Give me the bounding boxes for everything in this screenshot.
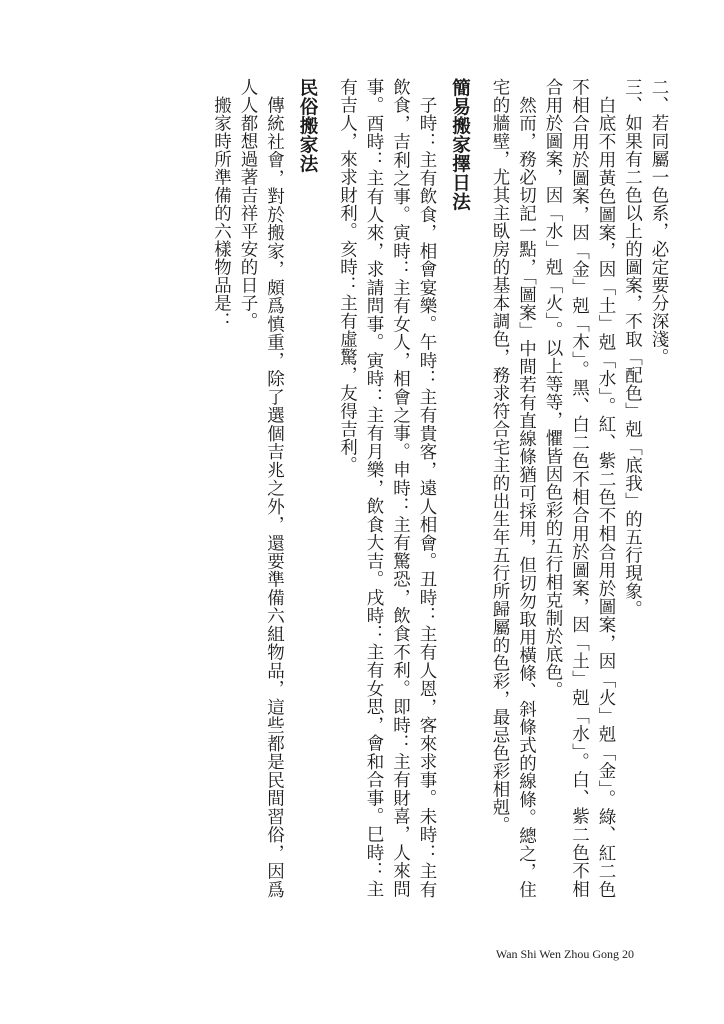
spacer xyxy=(473,78,487,898)
section-heading-moving-date: 簡易搬家擇日法 xyxy=(449,78,471,211)
list-item-three: 三、如果有二色以上的圖案，不取「配色」剋「底我」的五行現象。 xyxy=(622,78,643,618)
color-rules-paragraph: 白底不用黃色圖案，因「土」剋「水」。紅、紫二色不相合用於圖案，因「火」剋「金」。綠、紅二色不相合用於圖案，因「金」剋「木」。黑、白二色不相合用於圖案，因「土」剋「水」。白、紫二色不相合用於圖案，因「水」剋「火」。以上等等，懼皆因色彩的五行相克制於底色。 xyxy=(543,78,616,898)
vertical-text-block xyxy=(72,78,672,898)
folk-moving-paragraph: 傳統社會，對於搬家，頗爲慎重，除了選個吉兆之外，還要準備六組物品，這些都是民間習俗，因爲人人都想過著吉祥平安的日子。 xyxy=(238,78,285,898)
page-footer: Wan Shi Wen Zhou Gong 20 xyxy=(495,947,634,961)
section-heading-folk-moving: 民俗搬家法 xyxy=(297,78,318,173)
caution-paragraph: 然而，務必切記一點，「圖案」中間若有直線條猶可採用，但切勿取用橫條、斜條式的線條。總之，住宅的牆壁，尤其主臥房的基本調色，務求符合宅主的出生年五行所歸屬的色彩，最忌色彩相剋。 xyxy=(490,78,537,898)
six-items-intro: 搬家時所準備的六樣物品是： xyxy=(211,95,232,330)
moving-date-paragraph: 子時：主有飲食，相會宴樂。午時：主有貴客，遠人相會。丑時：主有人恩，客來求事。未時：主有飲食，吉利之事。寅時：主有女人，相會之事。申時：主有驚恐，飲食不利。即時：主有財喜，人來問事。酉時：主有人來，求請問事。寅時：主有月樂，飲食大吉。戌時：主有女思，會和合事。巳時：主有吉人，來求財利。亥時：主有虛驚，友得吉利。 xyxy=(337,78,437,898)
spacer xyxy=(320,78,334,898)
list-item-two: 二、若同屬一色系，必定要分深淺。 xyxy=(649,78,669,366)
